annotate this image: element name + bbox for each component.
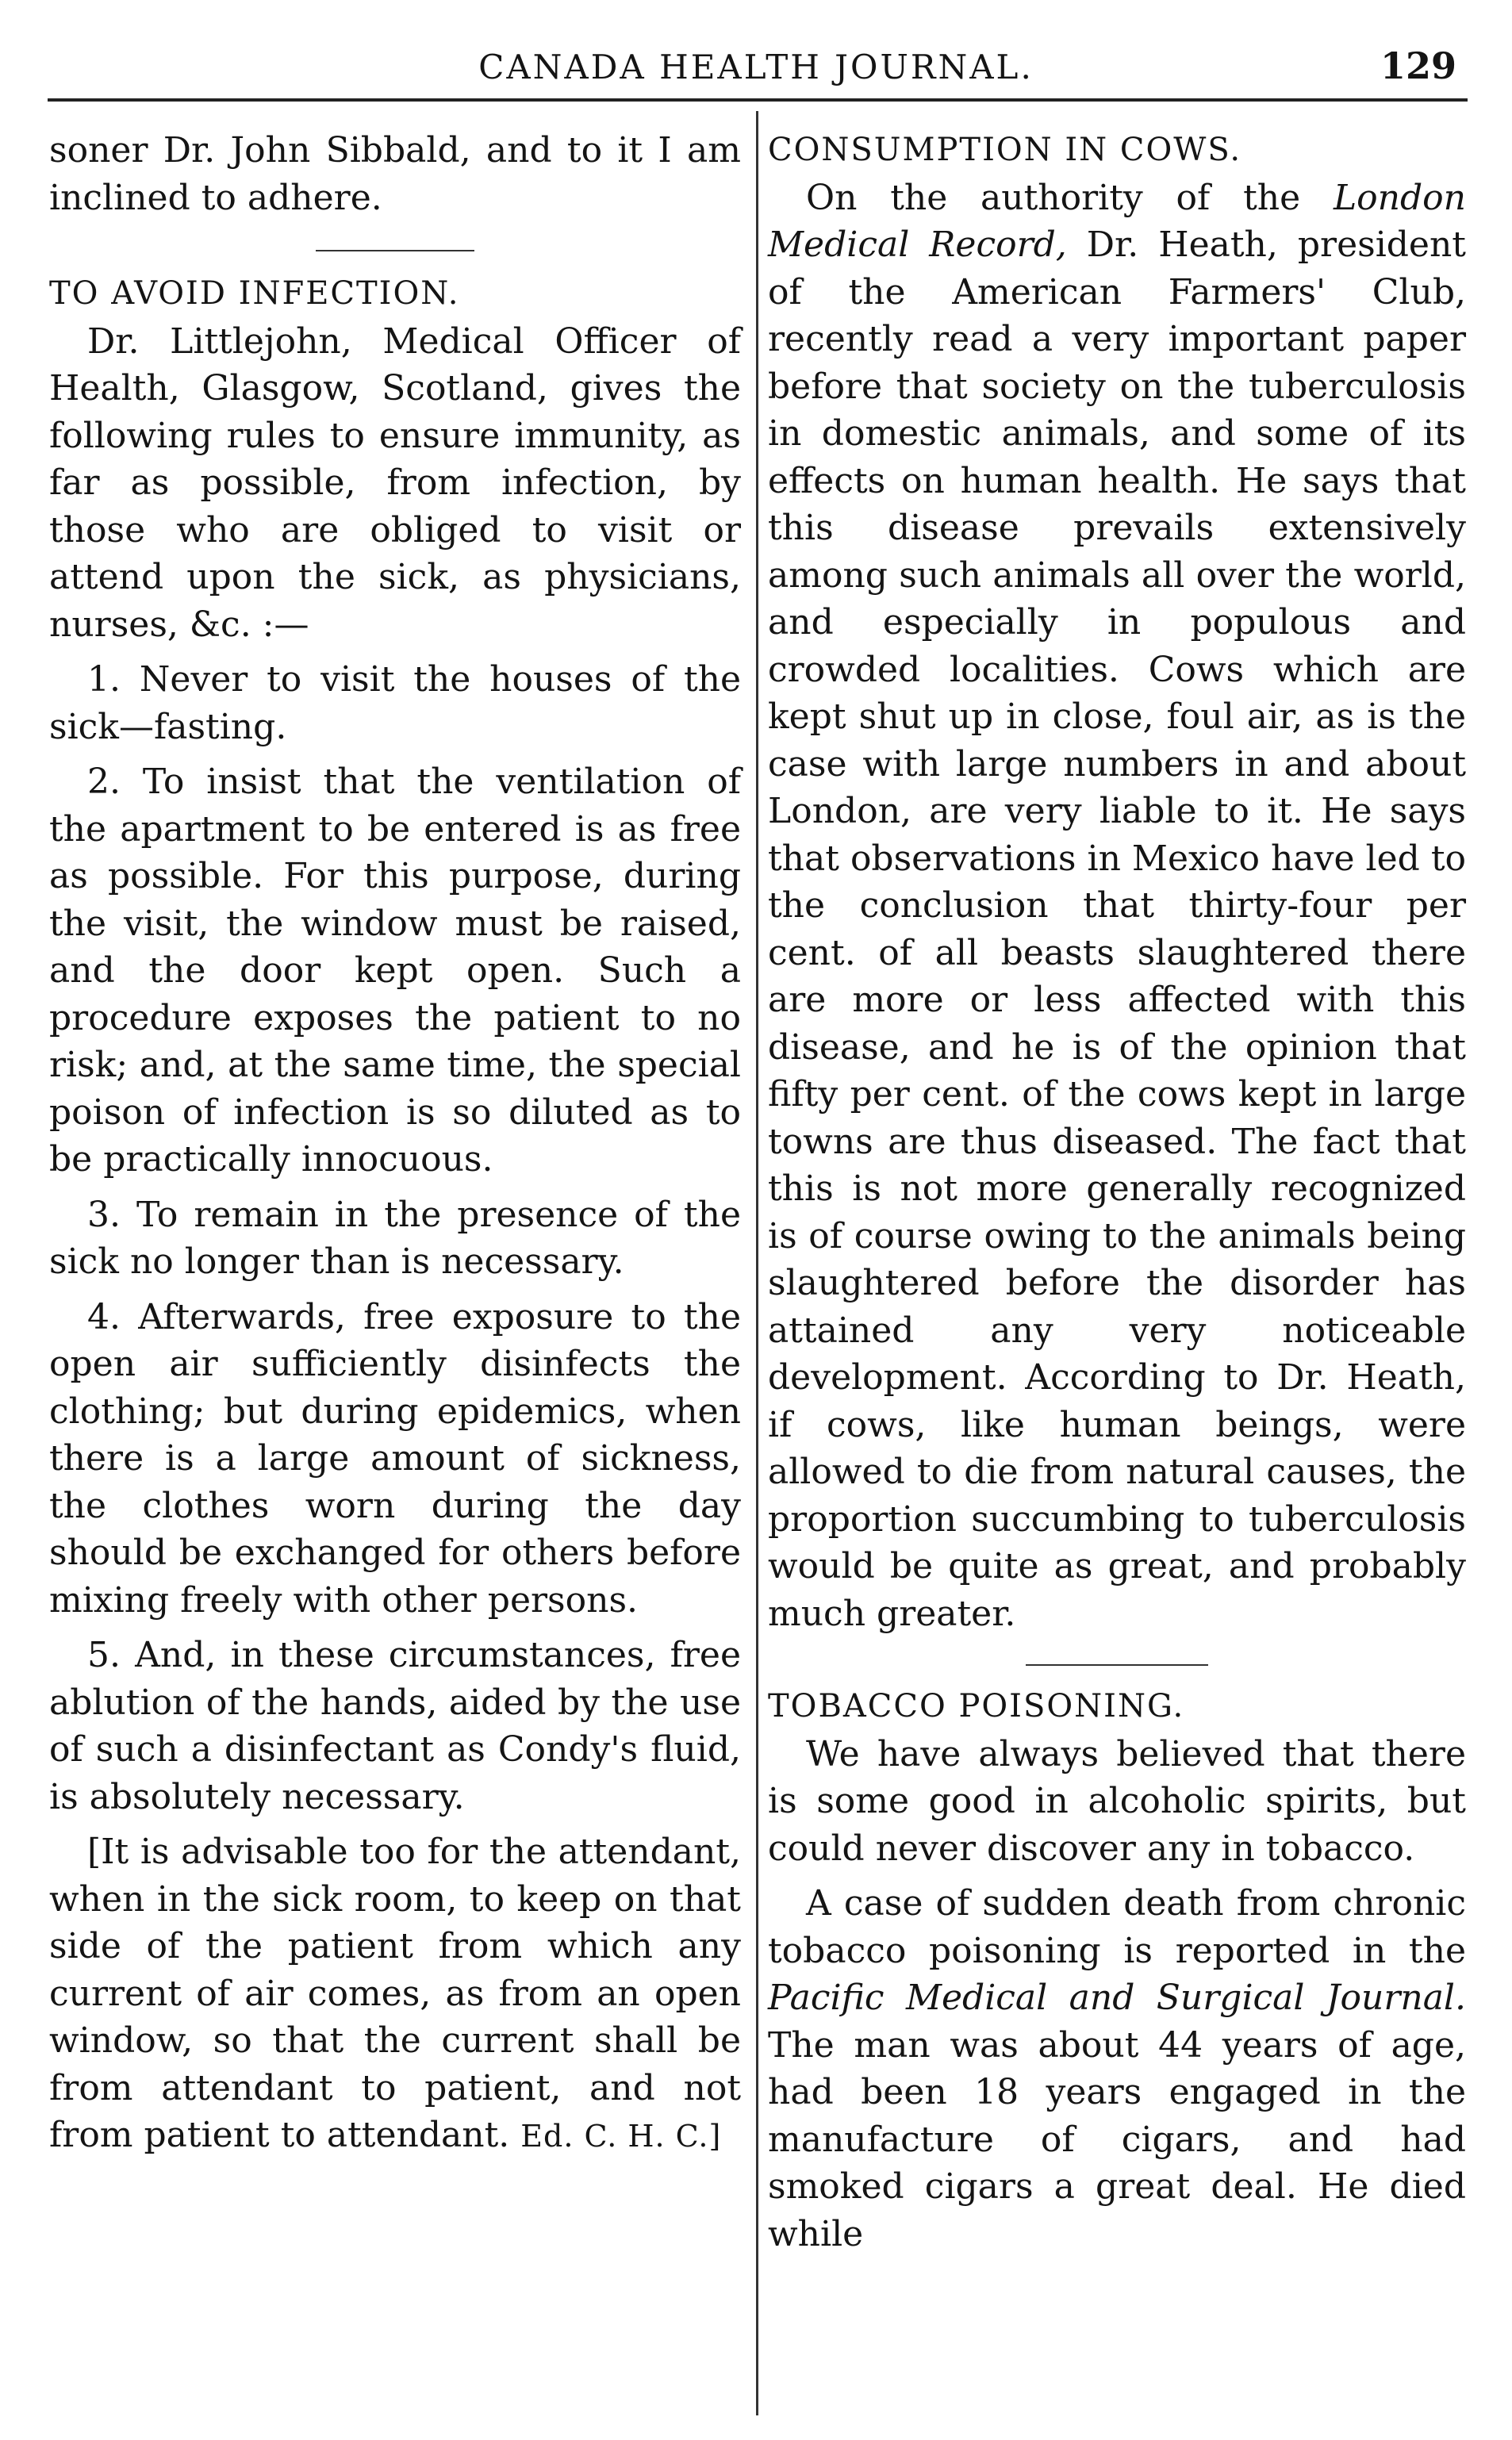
tobacco-text: The man was about 44 years of age, had been 18 years engaged in the manufacture of cigars, and had smoked cigars a great deal. He died while [768,2024,1466,2254]
section-rule [1026,1664,1208,1666]
section-rule [316,250,474,251]
continued-paragraph: soner Dr. John Sibbald, and to it I am inclined to adhere. [49,130,741,218]
section-heading-infection: TO AVOID INFECTION. [49,275,460,312]
journal-name-pacific: Pacific Medical and Surgical Journal. [768,1978,1466,2018]
paragraph-consumption [768,175,1466,1638]
running-head [48,44,1464,92]
paragraph-intro: Dr. Littlejohn, Medical Officer of Health, Glasgow, Scotland, gives the following rules to ensure immunity, as far as possible, from infection, by those who are obliged to visit or attend upon the sick, as physicians, nurses, &c. :— [49,320,741,645]
consumption-text: Dr. Heath, president of the American Farmers' Club, recently read a very important paper before that society on the tuberculosis in domestic animals, and some of its effects on human health. He says that this disease prevails extensively among such animals all over the world, and especially in populous and crowded localities. Cows which are kept shut up in close, foul air, as is the case with large numbers in and about London, are very liable to it. He says that observations in Mexico have led to the conclusion that thirty-four per cent. of all beasts slaughtered there are more or less affected with this disease, and he is of the opinion that fifty per cent. of the cows kept in large towns are thus diseased. The fact that this is not more generally recognized is of course owing to the animals being slaughtered before the disorder has attained any very noticeable development. According to Dr. Heath, if cows, like human beings, were allowed to die from natural causes, the proportion succumbing to tuberculosis would be quite as great, and probably much greater. [768,224,1466,1634]
editor-note [49,1828,741,2161]
header-rule [48,98,1468,102]
rule-2: 2. To insist that the ventilation of the apartment to be entered is as free as possible. For this purpose, during the visit, the window must be raised, and the door kept open. Such a procedure exposes the patient to no risk; and, at the same time, the special poison of infection is so diluted as to be practically innocuous. [49,762,741,1180]
page-number: 129 [1380,44,1456,87]
rule-1: 1. Never to visit the houses of the sick—fasting. [49,659,741,747]
column-divider [756,111,758,2415]
paragraph-tobacco-1: We have always believed that there is some good in alcoholic spirits, but could never discover any in tobacco. [768,1733,1466,1869]
journal-name-london: London Medical Record, [768,177,1466,265]
rule-3: 3. To remain in the presence of the sick no longer than is necessary. [49,1194,741,1282]
journal-title: CANADA HEALTH JOURNAL. [478,48,1034,86]
rule-4: 4. Afterwards, free exposure to the open air sufficiently disinfects the clothing; but during epidemics, when there is a large amount of sickness, the clothes worn during the day should be exchanged for others before mixing freely with other persons. [49,1296,741,1621]
paragraph-tobacco-2 [768,1880,1466,2258]
editor-note-text: [It is advisable too for the attendant, when in the sick room, to keep on that side of the patient from which any current of air comes, as from an open window, so that the current shall be from attendant to patient, and not from patient to attendant. [49,1832,741,2155]
tobacco-text-lead: A case of sudden death from chronic tobacco poisoning is reported in the [768,1883,1466,1971]
editor-signature: Ed. C. H. C.] [520,2119,722,2154]
section-heading-tobacco: TOBACCO POISONING. [768,1688,1185,1724]
rule-5: 5. And, in these circumstances, free ablution of the hands, aided by the use of such a disinfectant as Condy's fluid, is absolutely necessary. [49,1635,741,1817]
left-column [49,127,741,2161]
section-heading-consumption: CONSUMPTION IN COWS. [768,132,1242,168]
consumption-text-lead: On the authority of the [806,177,1301,218]
right-column [768,127,1466,2258]
